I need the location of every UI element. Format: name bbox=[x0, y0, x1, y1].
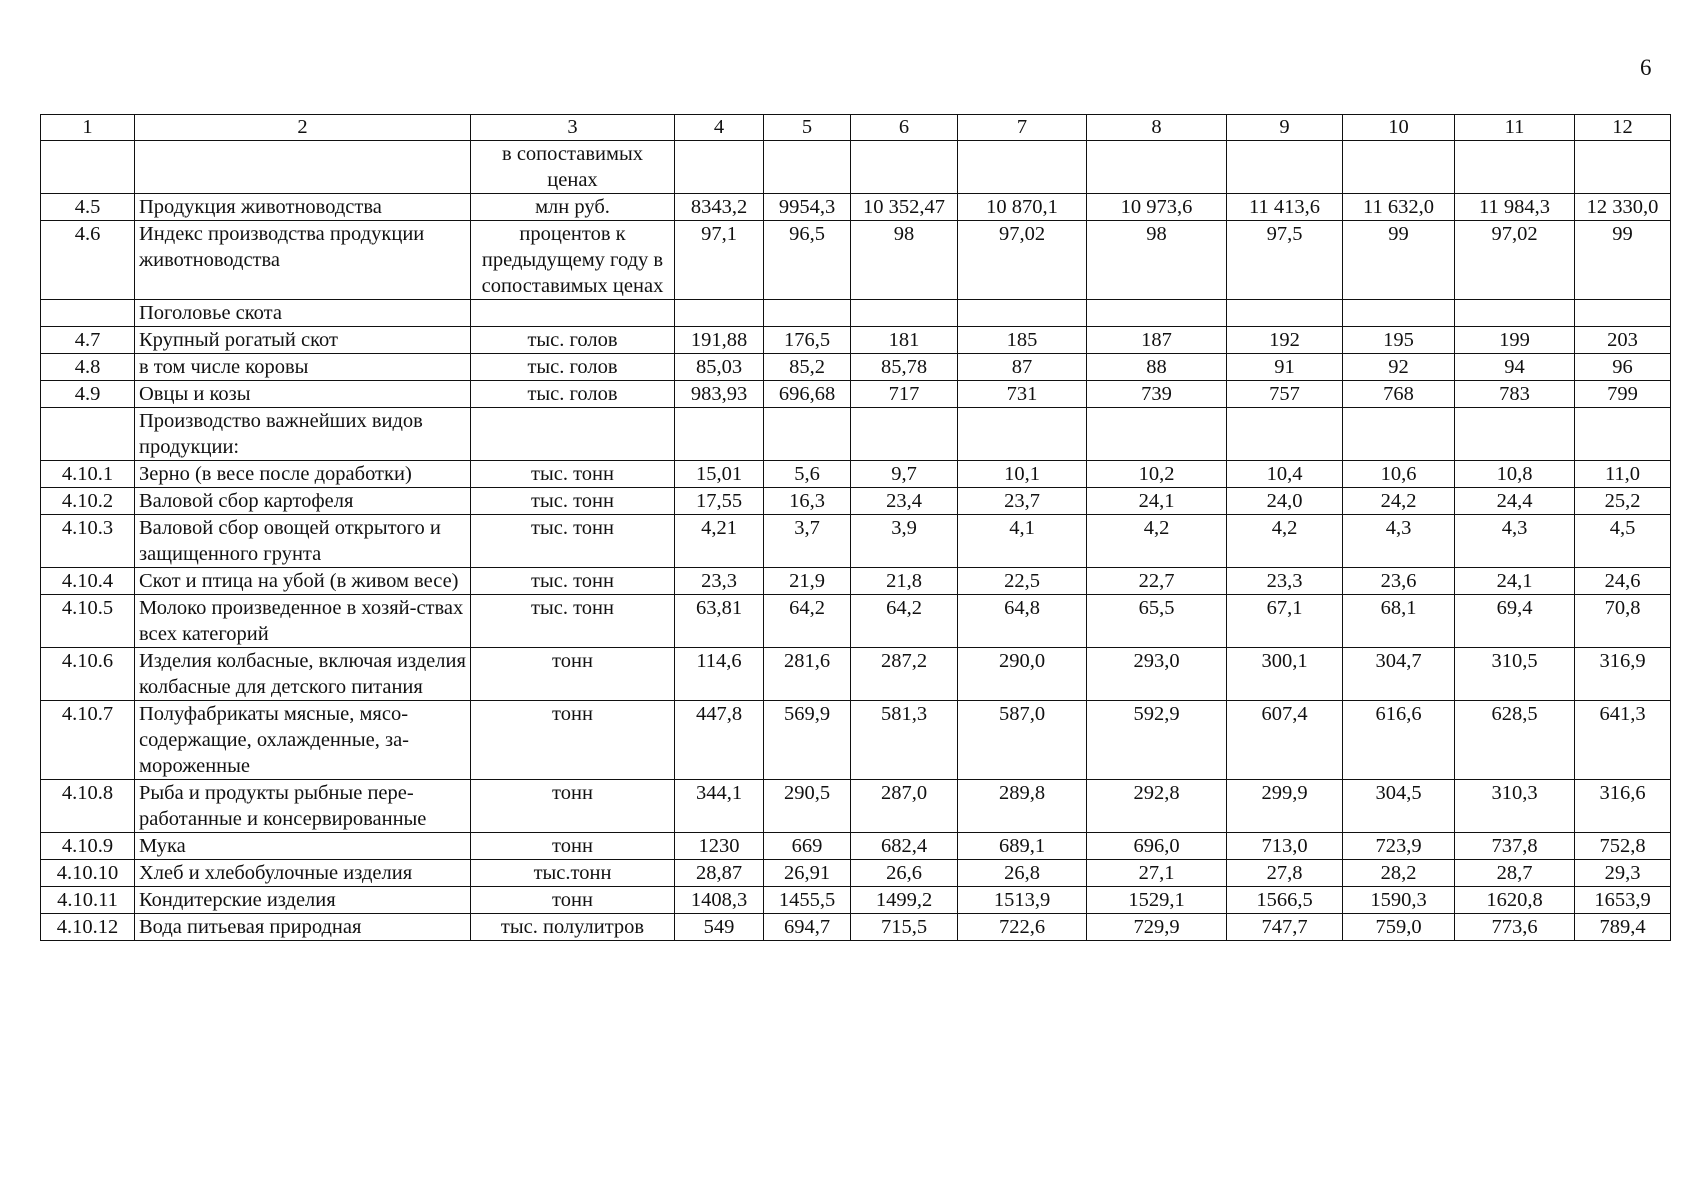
value-cell: 549 bbox=[675, 914, 764, 941]
value-cell bbox=[1227, 300, 1343, 327]
value-cell: 717 bbox=[851, 381, 958, 408]
row-number-cell: 4.10.7 bbox=[41, 701, 135, 780]
value-cell: 722,6 bbox=[958, 914, 1087, 941]
unit-cell: тыс. голов bbox=[471, 381, 675, 408]
indicator-name-cell: Мука bbox=[135, 833, 471, 860]
indicator-name-cell: Молоко произведенное в хозяй-ствах всех категорий bbox=[135, 595, 471, 648]
value-cell: 4,2 bbox=[1227, 515, 1343, 568]
table-row bbox=[41, 381, 1671, 408]
value-cell: 24,0 bbox=[1227, 488, 1343, 515]
unit-cell: тонн bbox=[471, 887, 675, 914]
value-cell bbox=[1575, 408, 1671, 461]
indicator-name-cell: Вода питьевая природная bbox=[135, 914, 471, 941]
value-cell: 682,4 bbox=[851, 833, 958, 860]
row-number-cell: 4.6 bbox=[41, 221, 135, 300]
table-row bbox=[41, 914, 1671, 941]
value-cell: 447,8 bbox=[675, 701, 764, 780]
table-row bbox=[41, 860, 1671, 887]
value-cell: 587,0 bbox=[958, 701, 1087, 780]
value-cell: 21,8 bbox=[851, 568, 958, 595]
value-cell: 21,9 bbox=[764, 568, 851, 595]
value-cell: 628,5 bbox=[1455, 701, 1575, 780]
value-cell: 569,9 bbox=[764, 701, 851, 780]
value-cell: 176,5 bbox=[764, 327, 851, 354]
value-cell: 87 bbox=[958, 354, 1087, 381]
value-cell: 24,1 bbox=[1455, 568, 1575, 595]
unit-cell: тыс. тонн bbox=[471, 568, 675, 595]
value-cell: 85,03 bbox=[675, 354, 764, 381]
value-cell bbox=[1087, 408, 1227, 461]
unit-cell: процентов к предыдущему году в сопоставимых ценах bbox=[471, 221, 675, 300]
unit-cell: тыс. полулитров bbox=[471, 914, 675, 941]
unit-cell: тыс. голов bbox=[471, 327, 675, 354]
value-cell: 98 bbox=[851, 221, 958, 300]
unit-cell: тыс. тонн bbox=[471, 595, 675, 648]
value-cell bbox=[851, 141, 958, 194]
value-cell: 96 bbox=[1575, 354, 1671, 381]
row-number-cell bbox=[41, 300, 135, 327]
value-cell bbox=[1575, 141, 1671, 194]
table-row bbox=[41, 515, 1671, 568]
value-cell: 607,4 bbox=[1227, 701, 1343, 780]
value-cell: 281,6 bbox=[764, 648, 851, 701]
value-cell: 94 bbox=[1455, 354, 1575, 381]
value-cell: 69,4 bbox=[1455, 595, 1575, 648]
value-cell bbox=[1575, 300, 1671, 327]
page-number: 6 bbox=[1640, 55, 1652, 80]
value-cell: 592,9 bbox=[1087, 701, 1227, 780]
table-row bbox=[41, 595, 1671, 648]
value-cell: 26,6 bbox=[851, 860, 958, 887]
header-cell: 10 bbox=[1343, 115, 1455, 141]
value-cell: 290,5 bbox=[764, 780, 851, 833]
value-cell: 1408,3 bbox=[675, 887, 764, 914]
value-cell bbox=[675, 141, 764, 194]
header-cell: 3 bbox=[471, 115, 675, 141]
indicator-name-cell: Продукция животноводства bbox=[135, 194, 471, 221]
row-number-cell: 4.10.12 bbox=[41, 914, 135, 941]
value-cell: 181 bbox=[851, 327, 958, 354]
row-number-cell: 4.7 bbox=[41, 327, 135, 354]
value-cell: 15,01 bbox=[675, 461, 764, 488]
value-cell: 85,78 bbox=[851, 354, 958, 381]
value-cell: 187 bbox=[1087, 327, 1227, 354]
value-cell: 97,02 bbox=[958, 221, 1087, 300]
header-cell: 6 bbox=[851, 115, 958, 141]
value-cell: 289,8 bbox=[958, 780, 1087, 833]
value-cell: 1620,8 bbox=[1455, 887, 1575, 914]
indicator-name-cell: Кондитерские изделия bbox=[135, 887, 471, 914]
value-cell: 310,5 bbox=[1455, 648, 1575, 701]
value-cell: 757 bbox=[1227, 381, 1343, 408]
header-cell: 12 bbox=[1575, 115, 1671, 141]
value-cell: 12 330,0 bbox=[1575, 194, 1671, 221]
value-cell: 23,3 bbox=[1227, 568, 1343, 595]
value-cell: 10,2 bbox=[1087, 461, 1227, 488]
unit-cell: млн руб. bbox=[471, 194, 675, 221]
value-cell: 344,1 bbox=[675, 780, 764, 833]
table-row bbox=[41, 408, 1671, 461]
value-cell: 9954,3 bbox=[764, 194, 851, 221]
indicator-name-cell: Скот и птица на убой (в живом весе) bbox=[135, 568, 471, 595]
table-row bbox=[41, 887, 1671, 914]
row-number-cell: 4.10.8 bbox=[41, 780, 135, 833]
row-number-cell: 4.10.1 bbox=[41, 461, 135, 488]
value-cell: 23,6 bbox=[1343, 568, 1455, 595]
value-cell: 1653,9 bbox=[1575, 887, 1671, 914]
value-cell: 192 bbox=[1227, 327, 1343, 354]
row-number-cell: 4.10.5 bbox=[41, 595, 135, 648]
value-cell: 98 bbox=[1087, 221, 1227, 300]
value-cell: 4,3 bbox=[1343, 515, 1455, 568]
value-cell: 191,88 bbox=[675, 327, 764, 354]
value-cell: 24,4 bbox=[1455, 488, 1575, 515]
row-number-cell: 4.10.11 bbox=[41, 887, 135, 914]
table-row bbox=[41, 327, 1671, 354]
value-cell: 290,0 bbox=[958, 648, 1087, 701]
header-cell: 5 bbox=[764, 115, 851, 141]
value-cell: 24,1 bbox=[1087, 488, 1227, 515]
value-cell: 581,3 bbox=[851, 701, 958, 780]
unit-cell: тонн bbox=[471, 780, 675, 833]
value-cell: 9,7 bbox=[851, 461, 958, 488]
indicator-name-cell: Валовой сбор картофеля bbox=[135, 488, 471, 515]
unit-cell: тонн bbox=[471, 701, 675, 780]
value-cell: 316,6 bbox=[1575, 780, 1671, 833]
header-cell: 2 bbox=[135, 115, 471, 141]
value-cell: 10 870,1 bbox=[958, 194, 1087, 221]
table-row bbox=[41, 568, 1671, 595]
value-cell: 641,3 bbox=[1575, 701, 1671, 780]
indicator-name-cell: Индекс производства продукции животноводства bbox=[135, 221, 471, 300]
header-row bbox=[41, 115, 1671, 141]
table-row bbox=[41, 461, 1671, 488]
row-number-cell: 4.10.3 bbox=[41, 515, 135, 568]
value-cell: 752,8 bbox=[1575, 833, 1671, 860]
value-cell: 22,7 bbox=[1087, 568, 1227, 595]
value-cell: 789,4 bbox=[1575, 914, 1671, 941]
unit-cell: тонн bbox=[471, 833, 675, 860]
value-cell bbox=[958, 408, 1087, 461]
value-cell: 304,7 bbox=[1343, 648, 1455, 701]
value-cell: 696,0 bbox=[1087, 833, 1227, 860]
table-row bbox=[41, 300, 1671, 327]
unit-cell: тыс. голов bbox=[471, 354, 675, 381]
value-cell: 23,3 bbox=[675, 568, 764, 595]
value-cell: 17,55 bbox=[675, 488, 764, 515]
header-cell: 8 bbox=[1087, 115, 1227, 141]
value-cell: 28,87 bbox=[675, 860, 764, 887]
row-number-cell: 4.10.9 bbox=[41, 833, 135, 860]
unit-cell: тыс. тонн bbox=[471, 515, 675, 568]
value-cell: 97,02 bbox=[1455, 221, 1575, 300]
header-cell: 1 bbox=[41, 115, 135, 141]
value-cell bbox=[1227, 408, 1343, 461]
value-cell: 723,9 bbox=[1343, 833, 1455, 860]
indicator-name-cell bbox=[135, 141, 471, 194]
value-cell: 199 bbox=[1455, 327, 1575, 354]
unit-cell: тыс. тонн bbox=[471, 488, 675, 515]
value-cell: 616,6 bbox=[1343, 701, 1455, 780]
value-cell: 195 bbox=[1343, 327, 1455, 354]
value-cell: 300,1 bbox=[1227, 648, 1343, 701]
indicator-name-cell: Производство важнейших видов продукции: bbox=[135, 408, 471, 461]
unit-cell: в сопоставимых ценах bbox=[471, 141, 675, 194]
table-row bbox=[41, 141, 1671, 194]
value-cell: 203 bbox=[1575, 327, 1671, 354]
table-row bbox=[41, 488, 1671, 515]
value-cell: 26,91 bbox=[764, 860, 851, 887]
value-cell bbox=[1087, 300, 1227, 327]
value-cell: 4,3 bbox=[1455, 515, 1575, 568]
value-cell: 292,8 bbox=[1087, 780, 1227, 833]
value-cell: 4,1 bbox=[958, 515, 1087, 568]
table-row bbox=[41, 780, 1671, 833]
row-number-cell: 4.10.10 bbox=[41, 860, 135, 887]
value-cell bbox=[764, 408, 851, 461]
value-cell: 27,1 bbox=[1087, 860, 1227, 887]
value-cell: 299,9 bbox=[1227, 780, 1343, 833]
value-cell: 97,5 bbox=[1227, 221, 1343, 300]
value-cell bbox=[851, 408, 958, 461]
value-cell: 799 bbox=[1575, 381, 1671, 408]
row-number-cell: 4.10.2 bbox=[41, 488, 135, 515]
data-table bbox=[40, 114, 1671, 941]
value-cell: 97,1 bbox=[675, 221, 764, 300]
table-row bbox=[41, 701, 1671, 780]
value-cell: 23,4 bbox=[851, 488, 958, 515]
value-cell bbox=[958, 300, 1087, 327]
value-cell: 99 bbox=[1343, 221, 1455, 300]
value-cell: 293,0 bbox=[1087, 648, 1227, 701]
value-cell: 1455,5 bbox=[764, 887, 851, 914]
value-cell: 64,2 bbox=[764, 595, 851, 648]
value-cell: 747,7 bbox=[1227, 914, 1343, 941]
row-number-cell: 4.5 bbox=[41, 194, 135, 221]
unit-cell bbox=[471, 300, 675, 327]
value-cell: 1529,1 bbox=[1087, 887, 1227, 914]
value-cell: 669 bbox=[764, 833, 851, 860]
value-cell: 1513,9 bbox=[958, 887, 1087, 914]
value-cell: 773,6 bbox=[1455, 914, 1575, 941]
value-cell: 10 352,47 bbox=[851, 194, 958, 221]
indicator-name-cell: Полуфабрикаты мясные, мясо-содержащие, охлажденные, за-мороженные bbox=[135, 701, 471, 780]
row-number-cell: 4.8 bbox=[41, 354, 135, 381]
value-cell: 715,5 bbox=[851, 914, 958, 941]
row-number-cell: 4.10.4 bbox=[41, 568, 135, 595]
value-cell: 287,2 bbox=[851, 648, 958, 701]
unit-cell: тыс. тонн bbox=[471, 461, 675, 488]
value-cell: 739 bbox=[1087, 381, 1227, 408]
table-row bbox=[41, 833, 1671, 860]
value-cell: 10,8 bbox=[1455, 461, 1575, 488]
value-cell: 310,3 bbox=[1455, 780, 1575, 833]
value-cell bbox=[1343, 141, 1455, 194]
value-cell: 11,0 bbox=[1575, 461, 1671, 488]
indicator-name-cell: Зерно (в весе после доработки) bbox=[135, 461, 471, 488]
indicator-name-cell: Рыба и продукты рыбные пере-работанные и консервированные bbox=[135, 780, 471, 833]
indicator-name-cell: Крупный рогатый скот bbox=[135, 327, 471, 354]
value-cell: 10,4 bbox=[1227, 461, 1343, 488]
value-cell: 11 984,3 bbox=[1455, 194, 1575, 221]
value-cell: 24,2 bbox=[1343, 488, 1455, 515]
value-cell: 713,0 bbox=[1227, 833, 1343, 860]
value-cell: 729,9 bbox=[1087, 914, 1227, 941]
value-cell bbox=[675, 300, 764, 327]
indicator-name-cell: в том числе коровы bbox=[135, 354, 471, 381]
header-cell: 9 bbox=[1227, 115, 1343, 141]
value-cell: 22,5 bbox=[958, 568, 1087, 595]
value-cell bbox=[764, 141, 851, 194]
value-cell: 64,8 bbox=[958, 595, 1087, 648]
value-cell bbox=[1343, 408, 1455, 461]
value-cell: 731 bbox=[958, 381, 1087, 408]
row-number-cell bbox=[41, 141, 135, 194]
value-cell: 85,2 bbox=[764, 354, 851, 381]
value-cell: 26,8 bbox=[958, 860, 1087, 887]
value-cell: 16,3 bbox=[764, 488, 851, 515]
row-number-cell: 4.9 bbox=[41, 381, 135, 408]
value-cell: 11 632,0 bbox=[1343, 194, 1455, 221]
value-cell: 65,5 bbox=[1087, 595, 1227, 648]
value-cell: 99 bbox=[1575, 221, 1671, 300]
value-cell: 5,6 bbox=[764, 461, 851, 488]
value-cell: 24,6 bbox=[1575, 568, 1671, 595]
value-cell: 114,6 bbox=[675, 648, 764, 701]
value-cell: 4,5 bbox=[1575, 515, 1671, 568]
value-cell bbox=[675, 408, 764, 461]
value-cell bbox=[1455, 300, 1575, 327]
header-cell: 7 bbox=[958, 115, 1087, 141]
value-cell bbox=[1343, 300, 1455, 327]
value-cell: 10,6 bbox=[1343, 461, 1455, 488]
value-cell: 25,2 bbox=[1575, 488, 1671, 515]
value-cell: 696,68 bbox=[764, 381, 851, 408]
unit-cell: тыс.тонн bbox=[471, 860, 675, 887]
value-cell: 4,2 bbox=[1087, 515, 1227, 568]
value-cell: 63,81 bbox=[675, 595, 764, 648]
value-cell: 88 bbox=[1087, 354, 1227, 381]
value-cell: 287,0 bbox=[851, 780, 958, 833]
header-cell: 11 bbox=[1455, 115, 1575, 141]
indicator-name-cell: Овцы и козы bbox=[135, 381, 471, 408]
value-cell: 68,1 bbox=[1343, 595, 1455, 648]
value-cell: 28,2 bbox=[1343, 860, 1455, 887]
value-cell bbox=[958, 141, 1087, 194]
value-cell: 759,0 bbox=[1343, 914, 1455, 941]
indicator-name-cell: Хлеб и хлебобулочные изделия bbox=[135, 860, 471, 887]
unit-cell bbox=[471, 408, 675, 461]
value-cell: 10 973,6 bbox=[1087, 194, 1227, 221]
value-cell: 67,1 bbox=[1227, 595, 1343, 648]
value-cell: 28,7 bbox=[1455, 860, 1575, 887]
value-cell: 3,7 bbox=[764, 515, 851, 568]
value-cell: 768 bbox=[1343, 381, 1455, 408]
value-cell bbox=[1087, 141, 1227, 194]
value-cell: 23,7 bbox=[958, 488, 1087, 515]
value-cell: 70,8 bbox=[1575, 595, 1671, 648]
value-cell: 1590,3 bbox=[1343, 887, 1455, 914]
header-cell: 4 bbox=[675, 115, 764, 141]
value-cell bbox=[764, 300, 851, 327]
table-row bbox=[41, 221, 1671, 300]
value-cell: 689,1 bbox=[958, 833, 1087, 860]
value-cell: 185 bbox=[958, 327, 1087, 354]
value-cell: 11 413,6 bbox=[1227, 194, 1343, 221]
value-cell: 1230 bbox=[675, 833, 764, 860]
value-cell bbox=[851, 300, 958, 327]
value-cell bbox=[1455, 408, 1575, 461]
unit-cell: тонн bbox=[471, 648, 675, 701]
indicator-name-cell: Изделия колбасные, включая изделия колбасные для детского питания bbox=[135, 648, 471, 701]
value-cell: 29,3 bbox=[1575, 860, 1671, 887]
value-cell: 91 bbox=[1227, 354, 1343, 381]
value-cell: 3,9 bbox=[851, 515, 958, 568]
table-body bbox=[41, 115, 1671, 941]
value-cell: 783 bbox=[1455, 381, 1575, 408]
value-cell: 983,93 bbox=[675, 381, 764, 408]
value-cell: 304,5 bbox=[1343, 780, 1455, 833]
table-row bbox=[41, 194, 1671, 221]
row-number-cell: 4.10.6 bbox=[41, 648, 135, 701]
value-cell: 737,8 bbox=[1455, 833, 1575, 860]
value-cell: 1499,2 bbox=[851, 887, 958, 914]
value-cell: 4,21 bbox=[675, 515, 764, 568]
value-cell bbox=[1227, 141, 1343, 194]
value-cell: 1566,5 bbox=[1227, 887, 1343, 914]
row-number-cell bbox=[41, 408, 135, 461]
value-cell: 64,2 bbox=[851, 595, 958, 648]
indicator-name-cell: Валовой сбор овощей открытого и защищенного грунта bbox=[135, 515, 471, 568]
value-cell: 694,7 bbox=[764, 914, 851, 941]
value-cell bbox=[1455, 141, 1575, 194]
table-row bbox=[41, 354, 1671, 381]
value-cell: 92 bbox=[1343, 354, 1455, 381]
value-cell: 96,5 bbox=[764, 221, 851, 300]
value-cell: 27,8 bbox=[1227, 860, 1343, 887]
indicator-name-cell: Поголовье скота bbox=[135, 300, 471, 327]
table-row bbox=[41, 648, 1671, 701]
value-cell: 10,1 bbox=[958, 461, 1087, 488]
value-cell: 316,9 bbox=[1575, 648, 1671, 701]
value-cell: 8343,2 bbox=[675, 194, 764, 221]
